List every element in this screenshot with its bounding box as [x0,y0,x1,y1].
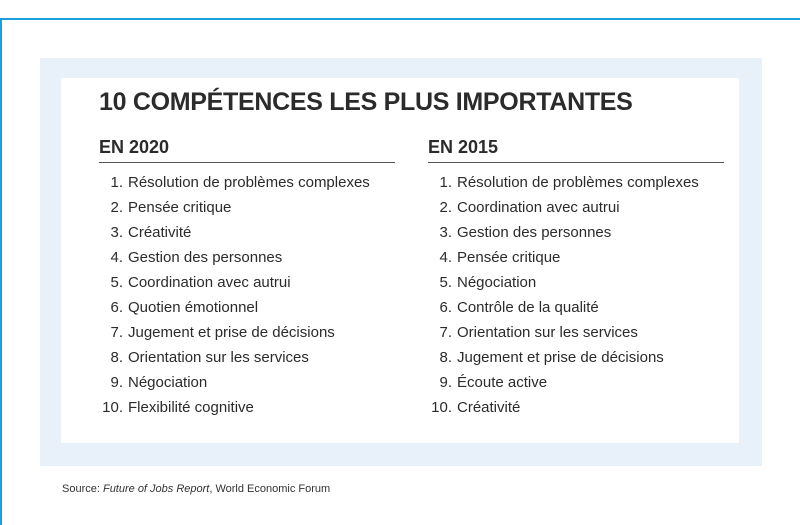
rank-number: 7. [110,324,123,341]
list-item [428,295,724,320]
list-item [99,170,395,195]
list-item [428,170,724,195]
page-title: 10 COMPÉTENCES LES PLUS IMPORTANTES [99,88,633,116]
skill-label: Négociation [457,274,537,291]
column-2015 [428,137,724,420]
column-2020 [99,137,395,420]
rank-number: 4. [439,249,452,266]
skills-list-2015 [428,170,724,420]
source-citation [62,483,330,495]
skill-label: Négociation [128,374,208,391]
column-heading-2015: EN 2015 [428,137,724,163]
rank-number: 7. [439,324,452,341]
list-item [99,345,395,370]
list-item [99,195,395,220]
rank-number: 5. [110,274,123,291]
skill-label: Gestion des personnes [457,224,612,241]
skill-label: Contrôle de la qualité [457,299,599,316]
rank-number: 6. [110,299,123,316]
rank-number: 3. [110,224,123,241]
list-item [99,270,395,295]
rank-number: 3. [439,224,452,241]
list-item [99,220,395,245]
skill-label: Flexibilité cognitive [128,399,254,416]
left-accent-line [0,18,2,525]
skill-label: Jugement et prise de décisions [457,349,664,366]
list-item [428,245,724,270]
rank-number: 2. [110,199,123,216]
list-item [428,395,724,420]
rank-number: 10. [431,399,452,416]
rank-number: 6. [439,299,452,316]
list-item [428,345,724,370]
rank-number: 9. [439,374,452,391]
skill-label: Créativité [457,399,521,416]
list-item [428,220,724,245]
skill-label: Créativité [128,224,192,241]
skill-label: Résolution de problèmes complexes [128,174,370,191]
list-item [99,245,395,270]
rank-number: 9. [110,374,123,391]
skills-list-2020 [99,170,395,420]
list-item [99,370,395,395]
skill-label: Orientation sur les services [128,349,309,366]
skill-label: Gestion des personnes [128,249,283,266]
skill-label: Résolution de problèmes complexes [457,174,699,191]
list-item [428,320,724,345]
skill-label: Orientation sur les services [457,324,638,341]
skill-label: Pensée critique [128,199,232,216]
skill-label: Coordination avec autrui [457,199,620,216]
list-item [428,195,724,220]
skill-label: Jugement et prise de décisions [128,324,335,341]
rank-number: 1. [439,174,452,191]
source-publisher: , World Economic Forum [209,483,331,495]
skill-label: Pensée critique [457,249,561,266]
skill-label: Écoute active [457,374,548,391]
source-prefix: Source: [62,483,103,495]
list-item [428,270,724,295]
list-item [99,395,395,420]
rank-number: 1. [110,174,123,191]
rank-number: 8. [110,349,123,366]
list-item [428,370,724,395]
rank-number: 5. [439,274,452,291]
rank-number: 2. [439,199,452,216]
column-heading-2020: EN 2020 [99,137,395,163]
skill-label: Quotien émotionnel [128,299,259,316]
top-accent-line [0,18,800,20]
rank-number: 4. [110,249,123,266]
rank-number: 10. [102,399,123,416]
list-item [99,295,395,320]
list-item [99,320,395,345]
rank-number: 8. [439,349,452,366]
skill-label: Coordination avec autrui [128,274,291,291]
source-report-title: Future of Jobs Report [102,483,210,495]
